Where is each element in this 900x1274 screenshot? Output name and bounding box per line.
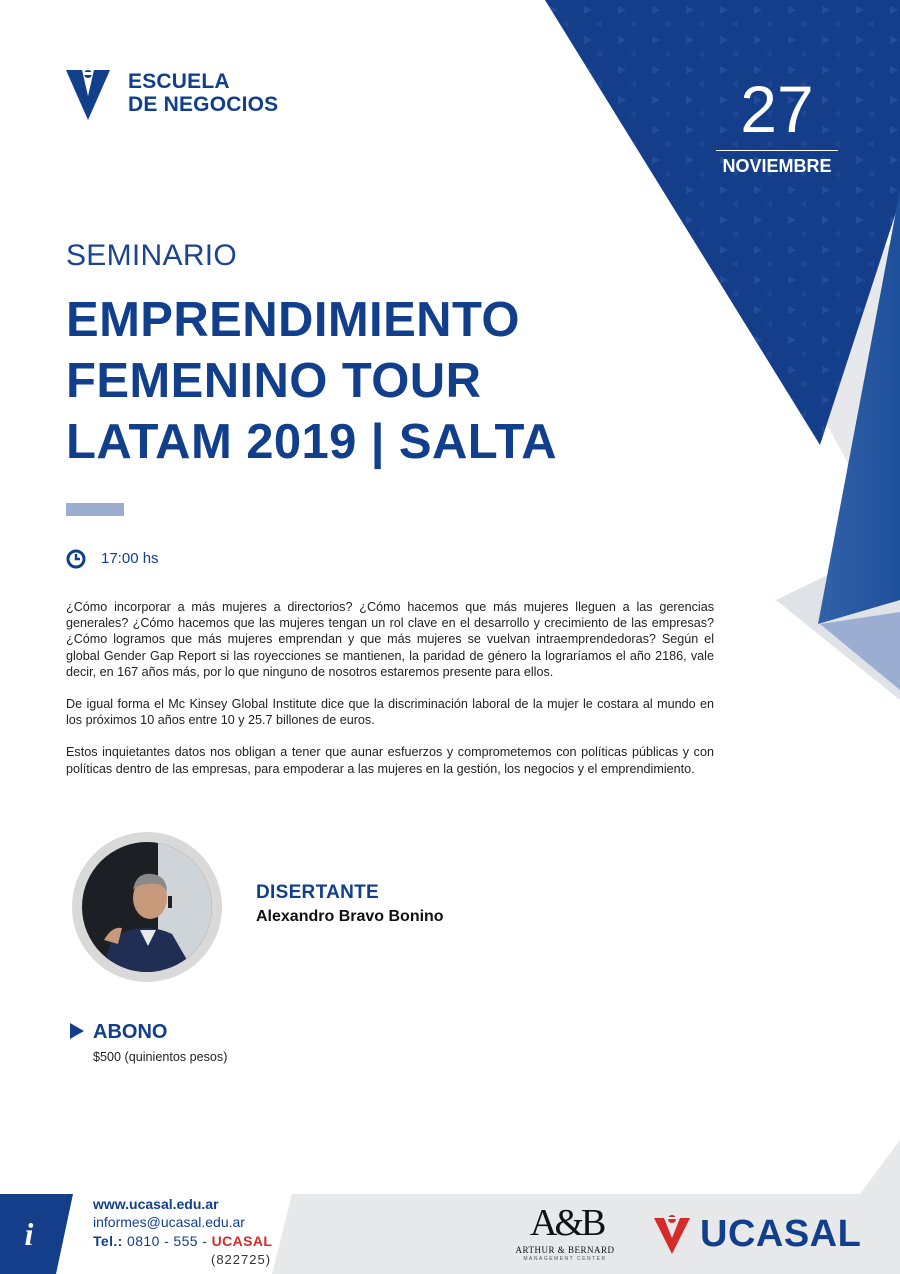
event-time: 17:00 hs <box>101 550 159 567</box>
website-link[interactable]: www.ucasal.edu.ar <box>93 1196 219 1212</box>
speaker-label: DISERTANTE <box>256 882 379 903</box>
description-paragraph-1: ¿Cómo incorporar a más mujeres a directorios? ¿Cómo hacemos que más mujeres lleguen a las gerencias generales? ¿Cómo hacemos que las mujeres tengan un rol clave en el desarrollo y crecimiento de las empresas? ¿Cómo logramos que más mujeres emprendan y que más mujeres se vuelvan intraemprendedoras? Según el global Gender Gap Report si las royecciones se mantienen, la paridad de género la lograríamos el año 2186, vale decir, en 167 años más, por lo que ninguno de nosotros estaremos presente para ellos. <box>66 600 714 679</box>
description <box>66 599 714 793</box>
description-paragraph-3: Estos inquietantes datos nos obligan a tener que aunar esfuerzos y comprometemos con políticas públicas y con políticas dentro de las empresas, para empoderar a las mujeres en la gestión, los negocios y el emprendimiento. <box>66 745 714 776</box>
sponsor-subtitle: MANAGEMENT CENTER <box>523 1256 607 1262</box>
info-icon: i <box>24 1216 34 1252</box>
abono-label: ABONO <box>93 1021 168 1043</box>
phone-code: (822725) <box>211 1252 272 1267</box>
sponsor-monogram: A&B <box>530 1202 604 1244</box>
event-title-line-2: FEMENINO TOUR <box>66 354 482 408</box>
date-month: NOVIEMBRE <box>722 156 832 176</box>
email-link[interactable]: informes@ucasal.edu.ar <box>93 1214 245 1230</box>
escuela-logo-text <box>128 70 278 116</box>
abono-price: $500 (quinientos pesos) <box>93 1050 228 1064</box>
footer-grey-corner <box>860 1140 900 1194</box>
date-day: 27 <box>740 72 814 146</box>
event-title-line-3: LATAM 2019 | SALTA <box>66 415 557 469</box>
logo-line-1: ESCUELA <box>128 70 230 93</box>
phone-word: UCASAL <box>211 1233 273 1249</box>
escuela-logo-icon <box>66 70 110 122</box>
event-title <box>66 290 626 473</box>
speaker-photo <box>82 842 212 972</box>
ucasal-logo-icon <box>654 1214 690 1254</box>
light-blue-triangle <box>820 612 900 690</box>
clock-icon <box>66 549 86 569</box>
play-arrow-icon <box>70 1023 84 1039</box>
speaker-name: Alexandro Bravo Bonino <box>256 908 444 925</box>
phone-label: Tel.: <box>93 1233 123 1249</box>
date-divider <box>716 150 838 151</box>
phone-digits: 0810 - 555 - <box>122 1233 212 1249</box>
logo-line-2: DE NEGOCIOS <box>128 93 279 116</box>
event-title-line-1: EMPRENDIMIENTO <box>66 293 520 347</box>
event-kind: SEMINARIO <box>66 239 238 272</box>
phone-number[interactable] <box>93 1233 272 1250</box>
ucasal-logo-text: UCASAL <box>700 1213 862 1255</box>
title-underline-bar <box>66 503 124 516</box>
sponsor-name: ARTHUR & BERNARD <box>515 1245 615 1255</box>
description-paragraph-2: De igual forma el Mc Kinsey Global Institute dice que la discriminación laboral de la mujer le costara al mundo en los próximos 10 años entre 10 y 25.7 billones de euros. <box>66 697 714 728</box>
